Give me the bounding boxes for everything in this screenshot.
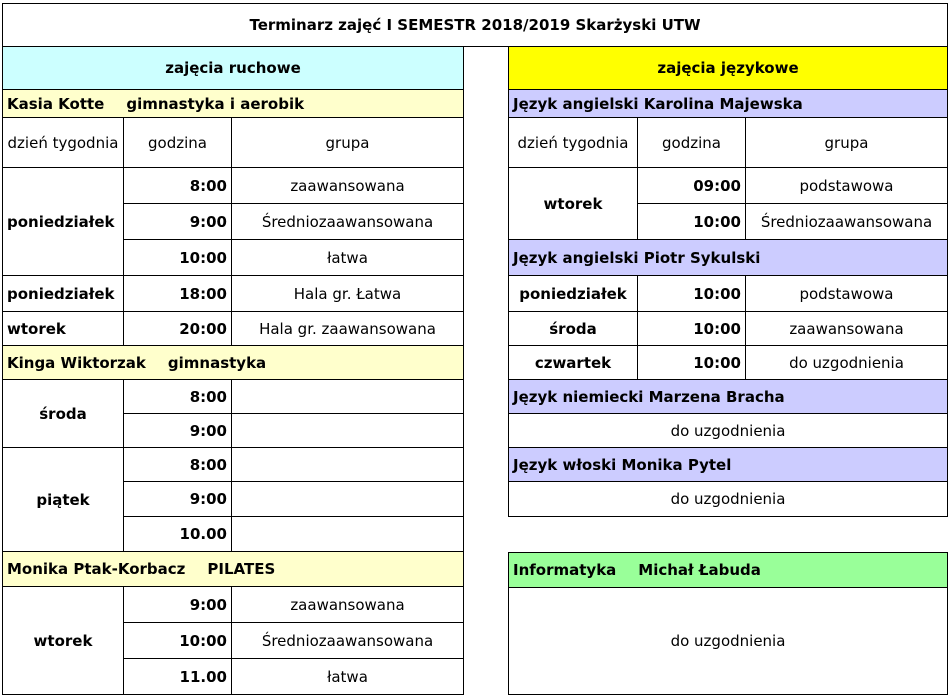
instructor-name: Kasia Kotte: [7, 94, 105, 113]
time-cell: 10.00: [124, 517, 232, 552]
day-cell-monday: poniedziałek: [508, 276, 638, 312]
time-cell: 10:00: [124, 240, 232, 276]
note-cell: do uzgodnienia: [508, 482, 948, 517]
page-title: Terminarz zajęć I SEMESTR 2018/2019 Skarżyski UTW: [2, 3, 948, 47]
group-cell-empty: [232, 380, 464, 414]
group-cell: Hala gr. Łatwa: [232, 276, 464, 312]
group-cell: łatwa: [232, 659, 464, 695]
col-header-day: dzień tygodnia: [2, 118, 124, 168]
time-cell: 9:00: [124, 204, 232, 240]
time-cell: 8:00: [124, 448, 232, 482]
day-cell-friday: piątek: [2, 448, 124, 552]
group-cell: zaawansowana: [746, 312, 948, 346]
time-cell: 10:00: [638, 346, 746, 380]
day-cell-wednesday: środa: [2, 380, 124, 448]
time-cell: 9:00: [124, 482, 232, 517]
note-cell: do uzgodnienia: [508, 414, 948, 448]
time-cell: 18:00: [124, 276, 232, 312]
time-cell: 10:00: [638, 276, 746, 312]
instructor-name: Kinga Wiktorzak: [7, 353, 146, 372]
section-kasia-kotte: [2, 90, 464, 118]
time-cell: 10:00: [638, 204, 746, 240]
day-cell-monday: poniedziałek: [2, 276, 124, 312]
section-english-majewska: Język angielski Karolina Majewska: [508, 90, 948, 118]
col-header-time: godzina: [638, 118, 746, 168]
section-italian-pytel: Język włoski Monika Pytel: [508, 448, 948, 482]
group-cell: do uzgodnienia: [746, 346, 948, 380]
col-header-day: dzień tygodnia: [508, 118, 638, 168]
col-header-group: grupa: [232, 118, 464, 168]
col-header-time: godzina: [124, 118, 232, 168]
activity-name: PILATES: [207, 560, 276, 578]
section-kinga-wiktorzak: [2, 346, 464, 380]
group-cell: łatwa: [232, 240, 464, 276]
time-cell: 8:00: [124, 168, 232, 204]
subject-name: Informatyka: [513, 561, 617, 579]
time-cell: 9:00: [124, 414, 232, 448]
col-header-group: grupa: [746, 118, 948, 168]
activity-name: gimnastyka i aerobik: [126, 94, 305, 113]
time-cell: 10:00: [124, 623, 232, 659]
section-german-bracha: Język niemiecki Marzena Bracha: [508, 380, 948, 414]
section-english-sykulski: Język angielski Piotr Sykulski: [508, 240, 948, 276]
section-monika-ptak-korbacz: [2, 552, 464, 587]
group-cell-empty: [232, 414, 464, 448]
group-cell-empty: [232, 517, 464, 552]
group-cell: Średniozaawansowana: [746, 204, 948, 240]
time-cell: 10:00: [638, 312, 746, 346]
time-cell: 9:00: [124, 587, 232, 623]
group-cell: Hala gr. zaawansowana: [232, 312, 464, 346]
day-cell-wednesday: środa: [508, 312, 638, 346]
group-cell: zaawansowana: [232, 168, 464, 204]
day-cell-thursday: czwartek: [508, 346, 638, 380]
language-classes-header: zajęcia językowe: [508, 47, 948, 90]
time-cell: 8:00: [124, 380, 232, 414]
day-cell-monday: poniedziałek: [2, 168, 124, 276]
group-cell: Średniozaawansowana: [232, 623, 464, 659]
group-cell: podstawowa: [746, 276, 948, 312]
time-cell: 09:00: [638, 168, 746, 204]
instructor-name: Michał Łabuda: [638, 561, 761, 579]
group-cell: zaawansowana: [232, 587, 464, 623]
time-cell: 20:00: [124, 312, 232, 346]
time-cell: 11.00: [124, 659, 232, 695]
group-cell: podstawowa: [746, 168, 948, 204]
group-cell-empty: [232, 482, 464, 517]
section-it-labuda: [508, 552, 948, 588]
group-cell: Średniozaawansowana: [232, 204, 464, 240]
activity-name: gimnastyka: [167, 353, 267, 372]
day-cell-tuesday: wtorek: [2, 587, 124, 695]
day-cell-tuesday: wtorek: [2, 312, 124, 346]
note-cell: do uzgodnienia: [508, 588, 948, 695]
instructor-name: Monika Ptak-Korbacz: [7, 560, 186, 578]
physical-activities-header: zajęcia ruchowe: [2, 47, 464, 90]
group-cell-empty: [232, 448, 464, 482]
day-cell-tuesday: wtorek: [508, 168, 638, 240]
